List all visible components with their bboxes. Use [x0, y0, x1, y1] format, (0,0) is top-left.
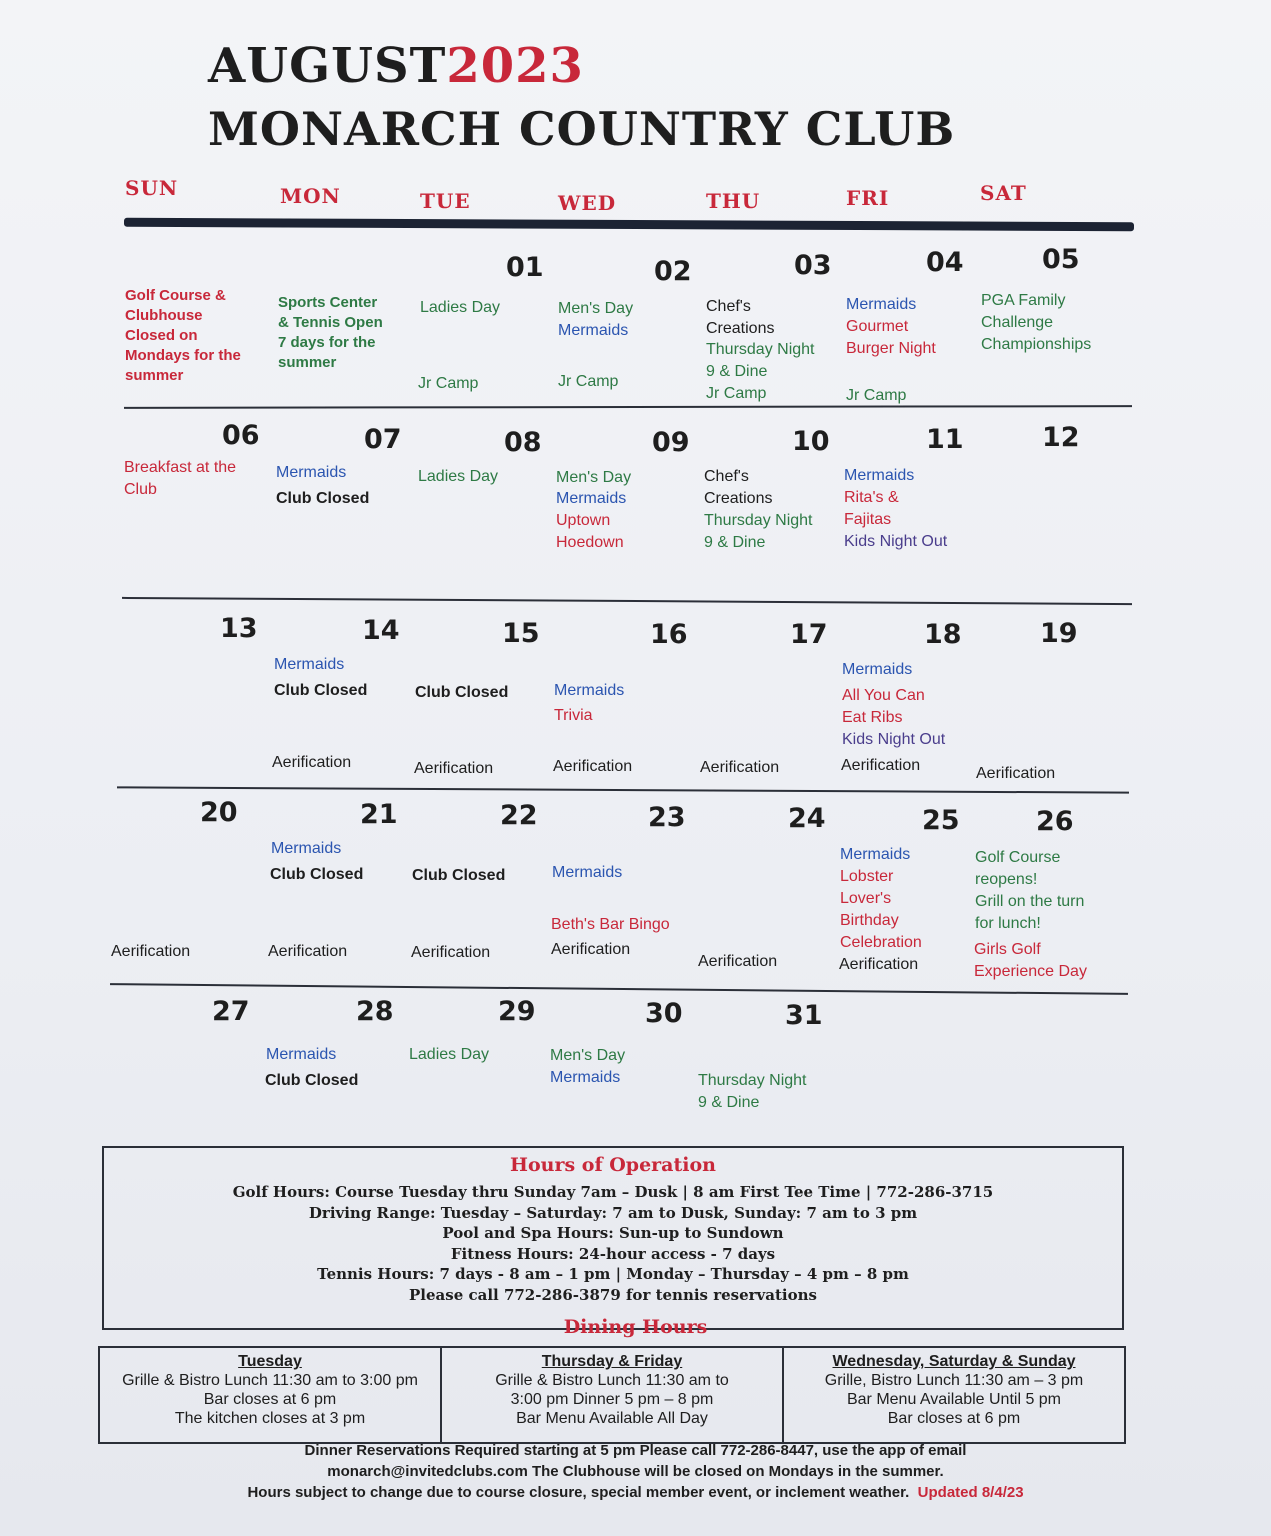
day-number: 05 [1042, 244, 1080, 275]
day-number: 20 [200, 797, 238, 828]
event-text: Mermaids [550, 1069, 621, 1086]
disclaimer: Hours subject to change due to course closure, special member event, or inclement weather. [247, 1484, 910, 1501]
event-text: Mermaids [554, 682, 625, 699]
event-text: Uptown Hoedown [556, 512, 624, 551]
calendar-title [208, 38, 584, 94]
updated-date: Updated 8/4/23 [917, 1484, 1024, 1501]
day-number: 27 [212, 996, 250, 1027]
day-number: 15 [502, 618, 540, 649]
golf-hours: Golf Hours: Course Tuesday thru Sunday 7am – Dusk | 8 am First Tee Time | 772-286-3715 [232, 1183, 994, 1201]
event-text: Aerification [553, 758, 633, 775]
day-number: 06 [222, 420, 260, 451]
event-text: Aerification [414, 760, 494, 777]
dining-col-head: Wednesday, Saturday & Sunday [832, 1353, 1076, 1370]
header-divider [124, 218, 1134, 231]
tennis-hours: Tennis Hours: 7 days - 8 am – 1 pm | Monday – Thursday – 4 pm – 8 pm [317, 1265, 909, 1283]
week-divider [117, 786, 1129, 793]
email-note: monarch@invitedclubs.com The Clubhouse will be closed on Mondays in the summer. [327, 1463, 944, 1480]
event-text: Aerification [700, 759, 780, 776]
day-number: 04 [926, 247, 964, 278]
event-text: Jr Camp [558, 373, 619, 390]
dining-col-body: Grille & Bistro Lunch 11:30 am to 3:00 pm Dinner 5 pm – 8 pm Bar Menu Available All Day [495, 1372, 729, 1427]
day-number: 02 [654, 256, 692, 287]
club-name: MONARCH COUNTRY CLUB [208, 102, 956, 156]
event-text: Chef's Creations [706, 298, 775, 337]
event-text: Girls Golf Experience Day [974, 941, 1087, 980]
event-text: Mermaids [558, 322, 629, 339]
dow-tue: TUE [420, 189, 471, 213]
event-text: Aerification [111, 943, 191, 960]
pool-spa-hours: Pool and Spa Hours: Sun-up to Sundown [442, 1224, 784, 1242]
event-text: Club Closed [270, 866, 364, 883]
dining-col-thursday-friday [440, 1348, 782, 1442]
day-number: 01 [506, 252, 544, 283]
day-number: 31 [785, 1000, 823, 1031]
week-divider [122, 597, 1132, 605]
day-number: 17 [790, 619, 828, 650]
event-text: PGA Family Challenge Championships [981, 292, 1092, 353]
event-text: Club Closed [276, 490, 370, 507]
day-number: 09 [652, 427, 690, 458]
event-text: Ladies Day [409, 1046, 490, 1063]
event-text: Jr Camp [418, 375, 479, 392]
day-number: 19 [1040, 618, 1078, 649]
event-text: Lobster Lover's Birthday Celebration [840, 868, 922, 951]
event-text: Sports Center & Tennis Open 7 days for the summer [278, 294, 383, 371]
event-text: Aerification [839, 956, 919, 973]
event-text: Thursday Night 9 & Dine [706, 341, 815, 380]
disclaimer-line [0, 1482, 1271, 1503]
day-number: 24 [788, 803, 826, 834]
event-text: Ladies Day [418, 468, 499, 485]
event-text: Aerification [272, 754, 352, 771]
dining-col-body: Grille, Bistro Lunch 11:30 am – 3 pm Bar Menu Available Until 5 pm Bar closes at 6 pm [824, 1372, 1084, 1427]
event-text: Club Closed [412, 867, 506, 884]
event-text: Aerification [551, 941, 631, 958]
event-text: Mermaids [274, 656, 345, 673]
event-text: Aerification [411, 944, 491, 961]
day-number: 16 [650, 619, 688, 650]
event-text: Mermaids [266, 1046, 337, 1063]
event-text: Mermaids [846, 296, 917, 313]
dow-fri: FRI [846, 186, 890, 210]
event-text: Men's Day [558, 300, 634, 317]
event-text: Aerification [976, 765, 1056, 782]
dining-col-body: Grille & Bistro Lunch 11:30 am to 3:00 pm Bar closes at 6 pm The kitchen closes at 3 pm [122, 1372, 418, 1427]
dining-hours-table [98, 1346, 1126, 1444]
event-text: Men's Day [556, 469, 632, 486]
event-text: Jr Camp [846, 387, 907, 404]
event-text: Mermaids [276, 464, 347, 481]
day-number: 03 [794, 250, 832, 281]
dow-sat: SAT [980, 181, 1027, 205]
dining-col-head: Tuesday [238, 1353, 302, 1370]
event-text: Club Closed [274, 682, 368, 699]
driving-range-hours: Driving Range: Tuesday – Saturday: 7 am to Dusk, Sunday: 7 am to 3 pm [308, 1203, 918, 1222]
event-text: Mermaids [271, 840, 342, 857]
event-text: Mermaids [844, 467, 915, 484]
dow-thu: THU [706, 189, 761, 213]
fitness-hours: Fitness Hours: 24-hour access - 7 days [450, 1244, 776, 1263]
day-number: 30 [645, 998, 683, 1029]
day-number: 14 [362, 615, 400, 646]
event-text: Chef's Creations [704, 468, 773, 507]
event-text: Ladies Day [420, 299, 501, 316]
event-text: Golf Course reopens! Grill on the turn for lunch! [975, 849, 1085, 932]
day-number: 11 [926, 424, 964, 455]
dow-mon: MON [280, 184, 341, 208]
dining-col-head: Thursday & Friday [541, 1353, 683, 1370]
dining-title: Dining Hours [563, 1316, 708, 1338]
event-text: Aerification [841, 757, 921, 774]
day-number: 08 [504, 427, 542, 458]
day-number: 28 [356, 996, 394, 1027]
dining-col-tuesday [100, 1348, 440, 1442]
event-text: All You Can Eat Ribs [842, 687, 925, 726]
title-month: AUGUST [208, 38, 447, 94]
event-text: Kids Night Out [842, 731, 946, 748]
title-year: 2023 [446, 38, 584, 94]
event-text: Club Closed [265, 1072, 359, 1089]
dow-wed: WED [558, 191, 617, 215]
event-text: Trivia [554, 707, 593, 724]
dinner-reservations-note: Dinner Reservations Required starting at 5 pm Please call 772-286-8447, use the app of email [304, 1442, 967, 1459]
event-text: Thursday Night 9 & Dine [704, 512, 813, 551]
day-number: 29 [498, 996, 536, 1027]
event-text: Jr Camp [706, 385, 767, 402]
day-number: 25 [922, 805, 960, 836]
event-text: Mermaids [556, 490, 627, 507]
event-text: Rita's & Fajitas [844, 489, 899, 528]
event-text: Kids Night Out [844, 533, 948, 550]
day-number: 21 [360, 799, 398, 830]
week-divider [110, 983, 1128, 995]
hours-lines [104, 1182, 1122, 1305]
day-number: 10 [792, 426, 830, 457]
day-number: 13 [220, 613, 258, 644]
event-text: Mermaids [840, 846, 911, 863]
event-text: Men's Day [550, 1047, 626, 1064]
tennis-reservations: Please call 772-286-3879 for tennis reservations [409, 1285, 817, 1304]
day-number: 26 [1036, 806, 1074, 837]
week-divider [124, 405, 1132, 409]
footer-notes [0, 1440, 1271, 1503]
event-text: Aerification [698, 953, 778, 970]
event-text: Beth's Bar Bingo [551, 916, 670, 933]
dow-sun: SUN [125, 176, 179, 200]
dining-col-wed-sat-sun [782, 1348, 1124, 1442]
event-text: Mermaids [842, 661, 913, 678]
event-text: Gourmet Burger Night [846, 318, 936, 357]
hours-of-operation-box [102, 1146, 1124, 1330]
event-text: Aerification [268, 943, 348, 960]
event-text: Mermaids [552, 864, 623, 881]
event-text: Club Closed [415, 684, 509, 701]
day-number: 23 [648, 802, 686, 833]
day-number: 07 [364, 424, 402, 455]
event-text: Golf Course & Clubhouse Closed on Mondays for the summer [125, 287, 241, 384]
day-number: 22 [500, 800, 538, 831]
day-number: 12 [1042, 422, 1080, 453]
day-number: 18 [924, 619, 962, 650]
event-text: Thursday Night 9 & Dine [698, 1072, 807, 1111]
event-text: Breakfast at the Club [124, 459, 237, 498]
hours-title: Hours of Operation [510, 1154, 716, 1176]
